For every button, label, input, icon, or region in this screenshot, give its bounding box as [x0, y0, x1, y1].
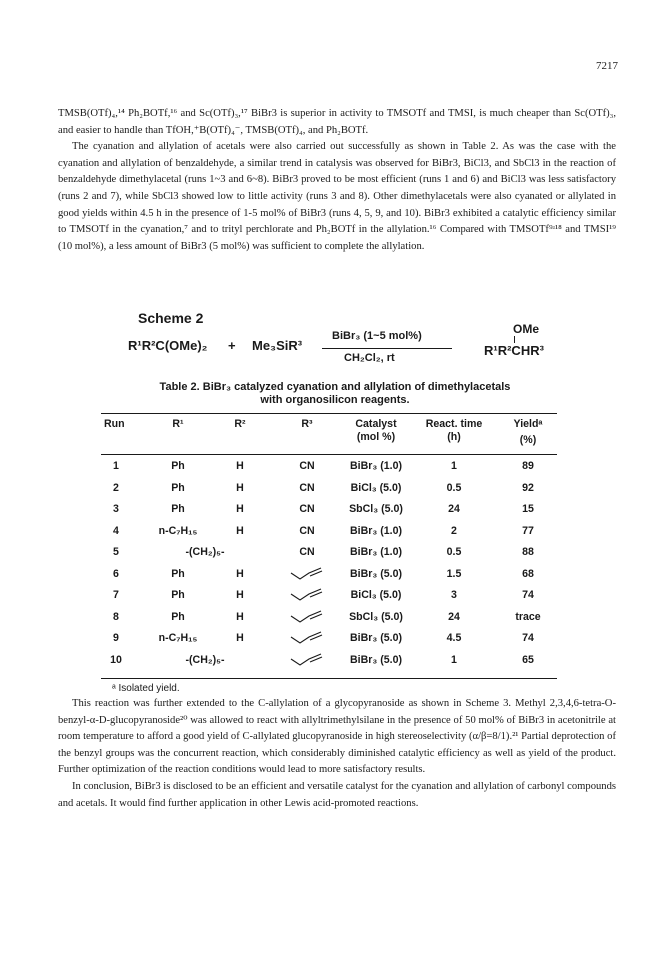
cell-time: 24 [448, 610, 460, 623]
cell-time: 3 [451, 589, 457, 601]
cell-r1r2: -(CH₂)₅- [185, 546, 225, 558]
cell-yield: 77 [522, 524, 534, 537]
reactant-acetal: R¹R²C(OMe)₂ [128, 338, 208, 353]
header-time: React. time [425, 418, 483, 430]
cell-r1: Ph [171, 589, 185, 601]
cell-r3: CN [299, 460, 315, 472]
cell-r2: H [236, 481, 244, 494]
cell-r3: CN [299, 524, 315, 537]
cell-run: 6 [113, 567, 119, 580]
cell-run: 10 [110, 653, 122, 666]
cell-run: 7 [113, 589, 119, 601]
header-r2: R² [234, 418, 246, 430]
cell-r2: H [236, 524, 244, 537]
cell-catalyst: BiBr₃ (5.0) [350, 653, 402, 666]
cell-time: 0.5 [446, 546, 462, 558]
product: R¹R²CHR³ [484, 343, 544, 358]
cell-time: 4.5 [446, 632, 462, 644]
cell-yield: 15 [522, 503, 534, 515]
cell-r1: n-C₇H₁₅ [158, 632, 198, 644]
header-yield-unit: (%) [519, 434, 537, 446]
cell-time: 1 [451, 460, 457, 472]
cell-yield: 74 [522, 632, 534, 644]
condition-catalyst: BiBr₃ (1~5 mol%) [332, 330, 422, 342]
cell-yield: 68 [522, 567, 534, 580]
header-time-unit: (h) [447, 431, 461, 443]
header-r3: R³ [301, 418, 313, 430]
reaction-arrow [322, 348, 452, 349]
table-bottom-rule [101, 678, 557, 679]
condition-solvent: CH₂Cl₂, rt [344, 352, 395, 364]
cell-r2: H [236, 460, 244, 472]
paragraph-3: This reaction was further extended to the C-allylation of a glycopyranoside as shown in Scheme 3. Methyl 2,3,4,6-tetra-O-benzyl-α-D-glucopyranoside²⁰ was allowed to react with allyltrimethylsilane in the presence of 50 mol% of BiBr3 in acetonitrile at room temperature to afford a good yield of C-allylated glucopyranoside in high stereoselectivity (α/β=8/1).²¹ Partial deprotection of the benzyl groups was the concurrent reaction, which considerably diminished catalytic efficiency as well as yield of the product. Further optimization of the reaction conditions would lead to more satisfactory results. [58, 698, 616, 776]
cell-yield: 65 [522, 653, 534, 666]
cell-catalyst: BiBr₃ (5.0) [350, 632, 402, 644]
cell-r1: Ph [171, 503, 185, 515]
reactant-silane: Me₃SiR³ [252, 338, 303, 353]
paragraph-4: In conclusion, BiBr3 is disclosed to be an efficient and versatile catalyst for the cyanation and allylation of carbonyl compounds and acetals. It would find further application in other Lewis acid-promoted reactions. [58, 780, 616, 809]
cell-r1r2: -(CH₂)₅- [185, 653, 225, 666]
product-methoxy: OMe [513, 322, 540, 336]
cell-yield: trace [515, 610, 541, 623]
header-catalyst: Catalyst [355, 418, 397, 430]
allyl-group-icon [290, 610, 324, 624]
cell-time: 24 [448, 503, 460, 515]
header-run: Run [104, 418, 125, 430]
cell-run: 2 [113, 481, 119, 494]
cell-run: 3 [113, 503, 119, 515]
allyl-group-icon [290, 631, 324, 645]
cell-r3: CN [299, 503, 315, 515]
cell-r2: H [236, 632, 244, 644]
cell-run: 4 [113, 524, 119, 537]
cell-yield: 92 [522, 481, 534, 494]
header-r1: R¹ [172, 418, 184, 430]
cell-r1: Ph [171, 460, 185, 472]
cell-r1: Ph [171, 610, 185, 623]
paragraph-2: The cyanation and allylation of acetals were also carried out successfully as shown in Table 2. As was the case with the cyanation and allylation of benzaldehyde, a similar trend in catalysis was observed for BiBr3, BiCl3, and SbCl3 in the reaction of benzaldehyde dimethylacetal (runs 1~3 and 6~8). BiBr3 proved to be most efficient (runs 1 and 6) and BiCl3 was less satisfactory (runs 2 and 7), while SbCl3 showed low to little activity (runs 3 and 8). Other dimethylacetals were also cyanated or allylated in good yields within 4.5 h in the presence of 1-5 mol% of BiBr3 (runs 4, 5, 9, and 10). BiBr3 exhibited a catalytic efficiency similar to TMSOTf in the cyanation,⁷ and to trityl perchlorate and Ph₂BOTf in the allylation.¹⁶ Compared with TMSOTf⁹ʴ¹⁸ and TMSI¹⁹ (10 mol%), a less amount of BiBr3 (5 mol%) was sufficient to complete the allylation. [58, 141, 616, 252]
cell-r2: H [236, 567, 244, 580]
cell-r1: Ph [171, 567, 185, 580]
table-footnote: ᵃ Isolated yield. [112, 683, 180, 694]
cell-catalyst: BiBr₃ (1.0) [350, 524, 402, 537]
cell-run: 5 [113, 546, 119, 558]
paragraph-intro-continued [58, 106, 616, 255]
table-top-rule [101, 413, 557, 414]
allyl-group-icon [290, 567, 324, 581]
cell-r1: Ph [171, 481, 185, 494]
cell-run: 9 [113, 632, 119, 644]
paragraph-1: TMSB(OTf)₄,¹⁴ Ph₂BOTf,¹⁶ and Sc(OTf)₃,¹⁷ BiBr3 is superior in activity to TMSOTf and TMSI, is much cheaper than Sc(OTf)₃, and easier to handle than TfOH,⁺B(OTf)₄⁻, TMSB(OTf)₄, and Ph₂BOTf. [58, 108, 616, 136]
cell-catalyst: BiCl₃ (5.0) [350, 589, 402, 601]
cell-yield: 74 [522, 589, 534, 601]
cell-catalyst: BiBr₃ (1.0) [350, 546, 402, 558]
methoxy-bond [514, 336, 515, 343]
page-number: 7217 [596, 60, 618, 72]
cell-r3: CN [299, 546, 315, 558]
table-caption-line2: with organosilicon reagents. [260, 394, 410, 406]
cell-r3: CN [299, 481, 315, 494]
cell-r2: H [236, 610, 244, 623]
header-catalyst-unit: (mol %) [356, 431, 396, 443]
cell-r2: H [236, 589, 244, 601]
table-caption-line1: Table 2. BiBr₃ catalyzed cyanation and allylation of dimethylacetals [159, 381, 511, 393]
header-yield: Yieldᵃ [513, 418, 543, 430]
cell-r1: n-C₇H₁₅ [158, 524, 198, 537]
cell-catalyst: SbCl₃ (5.0) [349, 503, 403, 515]
cell-run: 1 [113, 460, 119, 472]
table-caption [120, 381, 550, 407]
cell-r2: H [236, 503, 244, 515]
allyl-group-icon [290, 588, 324, 602]
cell-time: 2 [451, 524, 457, 537]
cell-yield: 88 [522, 546, 534, 558]
cell-catalyst: BiBr₃ (5.0) [350, 567, 402, 580]
plus-sign: + [228, 338, 236, 353]
cell-time: 1 [451, 653, 457, 666]
scheme-title: Scheme 2 [138, 310, 204, 326]
cell-catalyst: BiBr₃ (1.0) [350, 460, 402, 472]
cell-time: 0.5 [446, 481, 462, 494]
table-header-rule [101, 454, 557, 455]
cell-time: 1.5 [446, 567, 462, 580]
cell-catalyst: SbCl₃ (5.0) [349, 610, 403, 623]
allyl-group-icon [290, 653, 324, 667]
cell-run: 8 [113, 610, 119, 623]
cell-catalyst: BiCl₃ (5.0) [350, 481, 402, 494]
cell-yield: 89 [522, 460, 534, 472]
paragraph-conclusion-block [58, 696, 616, 812]
